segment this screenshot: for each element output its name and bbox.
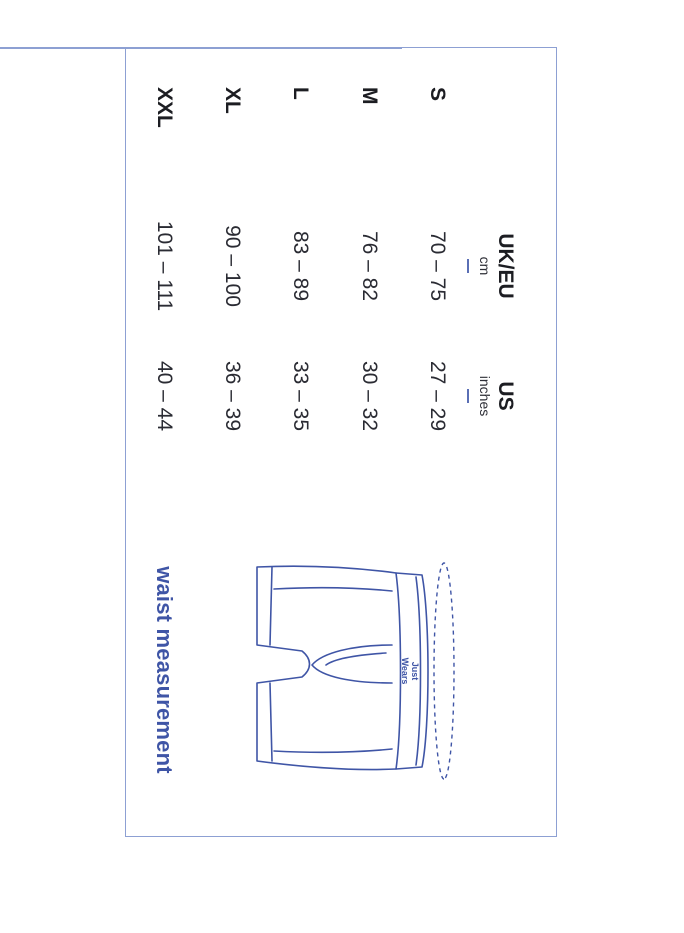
us-value: 33 – 35 [289, 360, 312, 432]
uk-eu-value: 90 – 100 [221, 225, 244, 307]
brand-text-line1: Just [410, 661, 420, 681]
header-uk-eu-title: UK/EU [494, 233, 517, 299]
side-seam-right [274, 749, 392, 752]
pouch-outline [312, 645, 392, 683]
boxer-briefs-illustration [232, 527, 462, 797]
size-chart [125, 47, 557, 837]
waist-measure-loop [434, 563, 454, 779]
header-us-unit: inches [477, 375, 493, 417]
size-label: S [426, 87, 449, 102]
header-us-dash [467, 389, 469, 403]
us-value: 27 – 29 [426, 360, 449, 432]
uk-eu-value: 76 – 82 [358, 230, 381, 302]
us-value: 36 – 39 [221, 360, 244, 432]
header-us-title: US [494, 381, 517, 411]
uk-eu-value: 101 – 111 [153, 220, 176, 312]
us-value: 30 – 32 [358, 360, 381, 432]
uk-eu-value: 83 – 89 [289, 230, 312, 302]
left-cuff [270, 567, 272, 645]
uk-eu-value: 70 – 75 [426, 230, 449, 302]
header-uk-eu-dash [467, 259, 469, 273]
row-divider [0, 47, 197, 49]
size-label: XL [221, 87, 244, 114]
right-cuff [270, 683, 272, 761]
header-us [467, 331, 517, 461]
pouch-seam [326, 653, 386, 665]
header-uk-eu [467, 201, 517, 331]
side-seam-left [274, 588, 392, 591]
us-value: 40 – 44 [153, 360, 176, 432]
body-outline [257, 566, 396, 769]
header-uk-eu-unit: cm [477, 256, 493, 276]
size-label: L [289, 87, 312, 100]
size-label: XXL [153, 87, 176, 128]
brand-text-line2: Wears [400, 657, 410, 685]
waist-measurement-caption: waist measurement [152, 566, 177, 774]
size-label: M [358, 87, 381, 105]
